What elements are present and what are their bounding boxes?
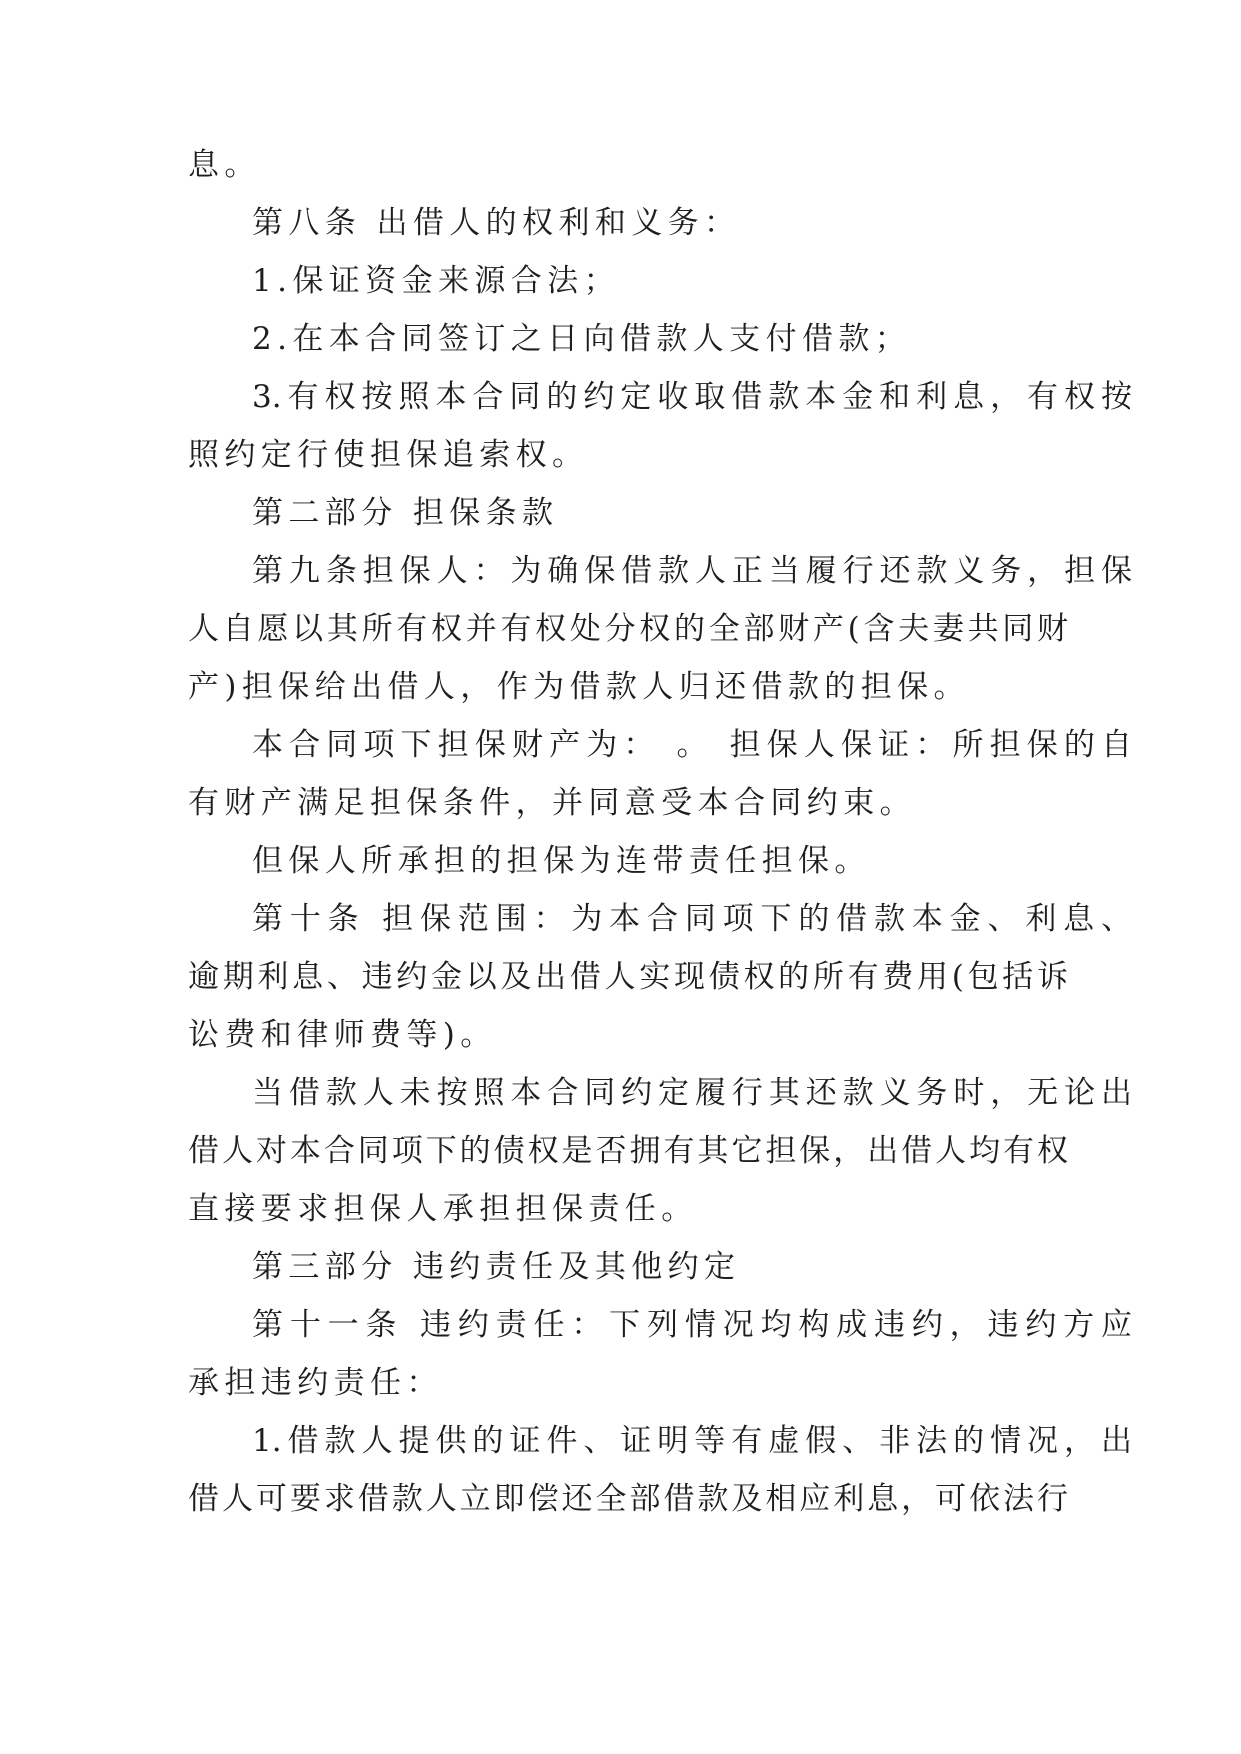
text-line-19: 直接要求担保人承担担保责任。 (188, 1191, 698, 1227)
text-line-6: 照约定行使担保追索权。 (188, 437, 589, 473)
text-line-5: 3.有权按照本合同的约定收取借款本金和利息，有权按 (252, 379, 1132, 415)
text-line-23: 1.借款人提供的证件、证明等有虚假、非法的情况，出 (252, 1423, 1132, 1459)
text-line-13: 但保人所承担的担保为连带责任担保。 (252, 843, 871, 879)
text-line-3: 1.保证资金来源合法； (252, 263, 620, 299)
text-line-11: 本合同项下担保财产为： 。 担保人保证：所担保的自 (252, 727, 1132, 763)
text-line-9: 人自愿以其所有权并有权处分权的全部财产(含夫妻共同财 (188, 611, 1068, 647)
text-line-21: 第十一条 违约责任：下列情况均构成违约，违约方应 (252, 1307, 1132, 1343)
text-line-15: 逾期利息、违约金以及出借人实现债权的所有费用(包括诉 (188, 959, 1068, 995)
text-line-16: 讼费和律师费等)。 (188, 1017, 497, 1053)
text-line-2: 第八条 出借人的权利和义务： (252, 205, 741, 241)
text-line-4: 2.在本合同签订之日向借款人支付借款； (252, 321, 912, 357)
text-line-1: 息。 (188, 147, 261, 183)
text-line-14: 第十条 担保范围：为本合同项下的借款本金、利息、 (252, 901, 1132, 937)
text-line-18: 借人对本合同项下的债权是否拥有其它担保，出借人均有权 (188, 1133, 1068, 1169)
text-line-8: 第九条担保人：为确保借款人正当履行还款义务，担保 (252, 553, 1132, 589)
text-line-17: 当借款人未按照本合同约定履行其还款义务时，无论出 (252, 1075, 1132, 1111)
text-line-24: 借人可要求借款人立即偿还全部借款及相应利息，可依法行 (188, 1481, 1068, 1517)
text-line-22: 承担违约责任： (188, 1365, 443, 1401)
text-line-7: 第二部分 担保条款 (252, 495, 559, 531)
text-line-12: 有财产满足担保条件，并同意受本合同约束。 (188, 785, 916, 821)
text-line-20: 第三部分 违约责任及其他约定 (252, 1249, 741, 1285)
text-line-10: 产)担保给出借人，作为借款人归还借款的担保。 (188, 669, 970, 705)
